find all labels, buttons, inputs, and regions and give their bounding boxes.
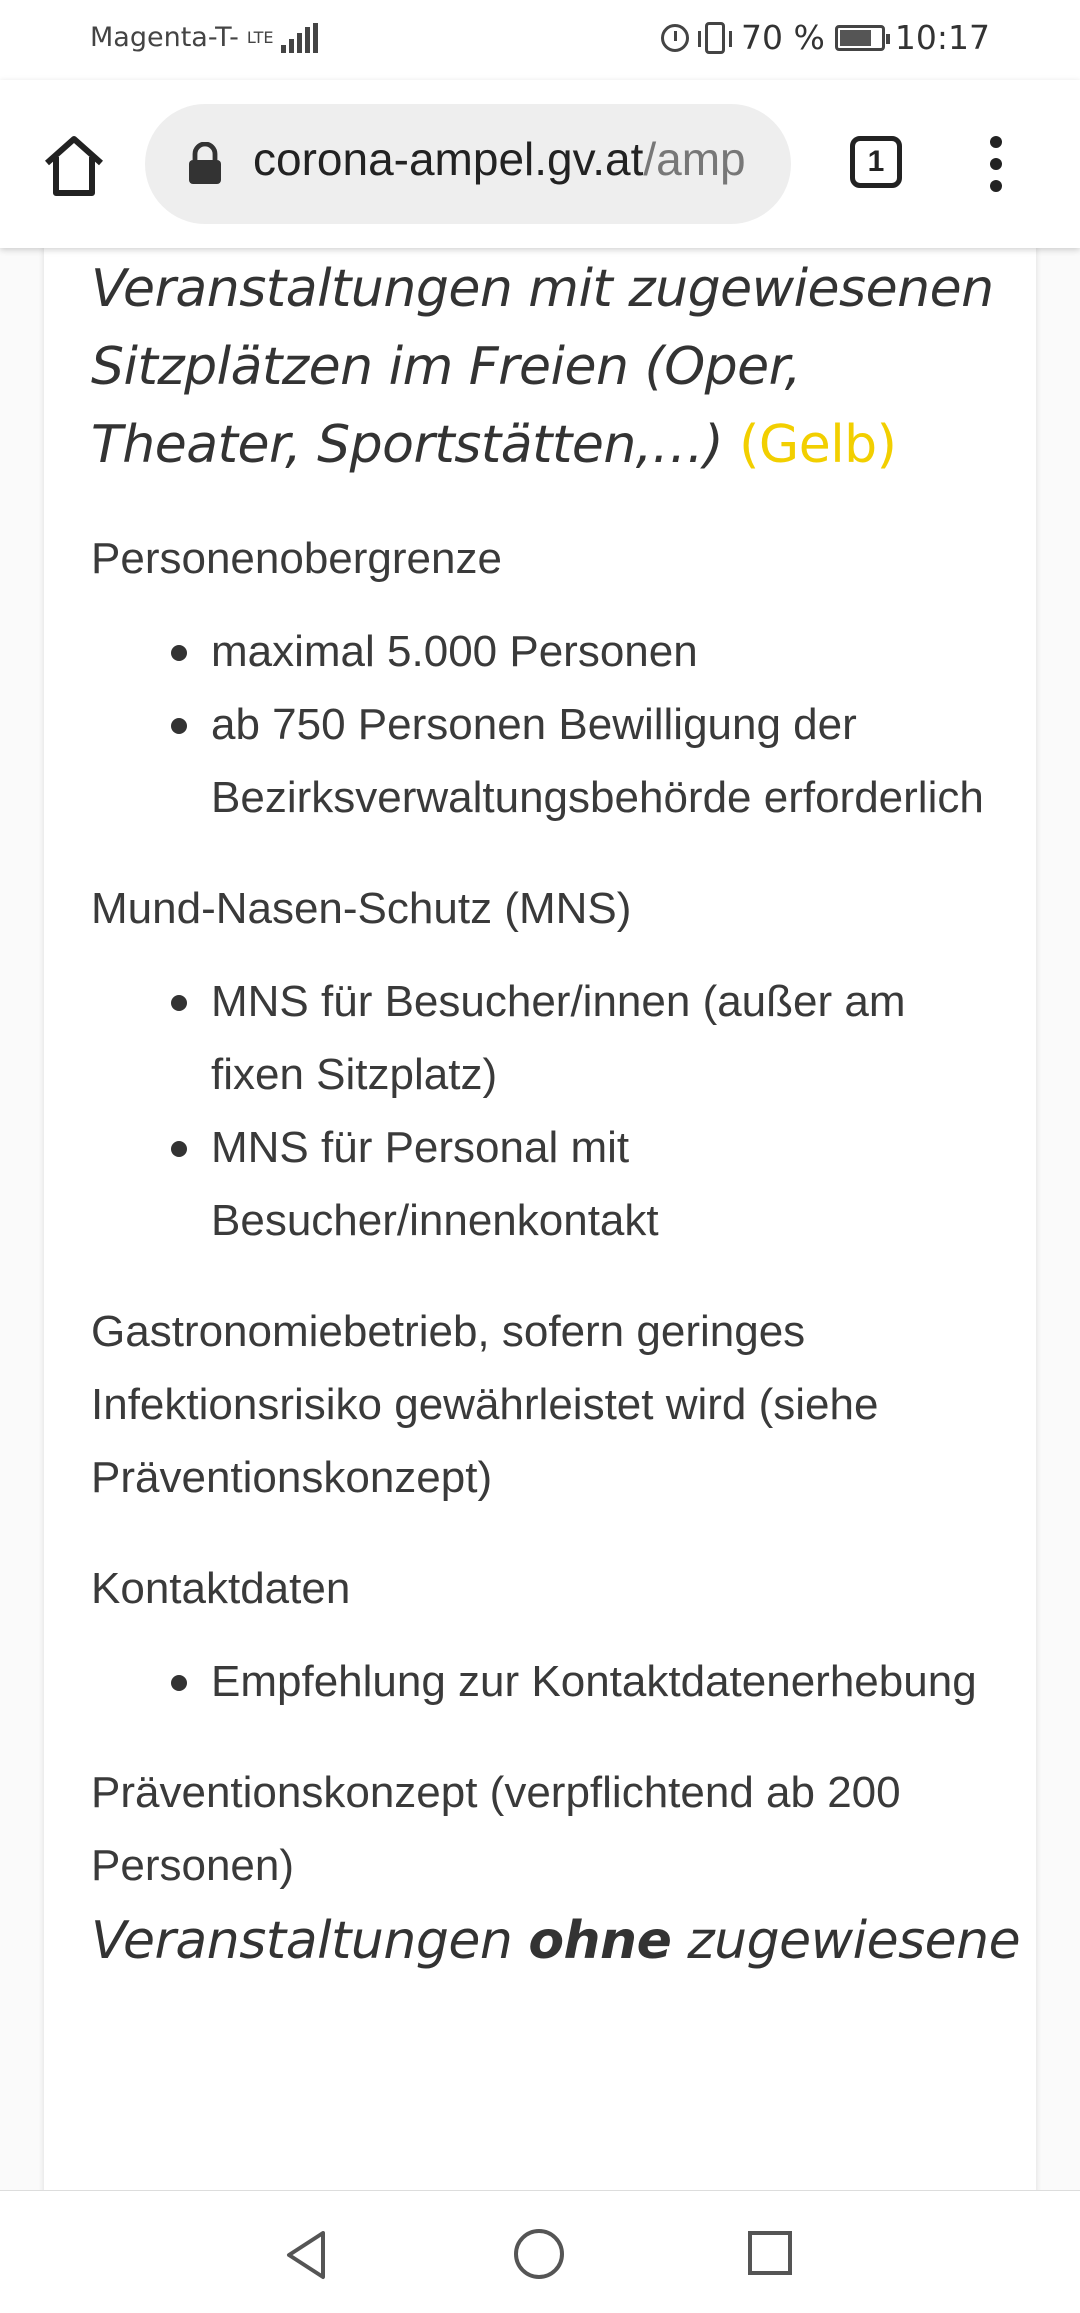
battery-fill [840, 30, 871, 46]
clock: 10:17 [894, 18, 990, 57]
battery-icon [835, 25, 885, 51]
bullet-list [91, 615, 994, 834]
home-icon[interactable] [38, 130, 110, 202]
tab-switcher-button[interactable]: 1 [850, 136, 902, 188]
list-item: maximal 5.000 Personen [211, 615, 994, 688]
bullet-list [91, 1645, 994, 1718]
home-circle-icon[interactable] [514, 2229, 564, 2279]
status-right [661, 18, 990, 57]
bullet-list [91, 965, 994, 1257]
list-item: MNS für Personal mit Besucher/innenkontakt [211, 1111, 994, 1257]
page-content [0, 248, 1080, 2190]
signal-icon [281, 23, 318, 53]
group-label: Mund-Nasen-Schutz (MNS) [91, 884, 632, 933]
group-label: Kontaktdaten [91, 1564, 351, 1613]
section-title [91, 250, 994, 484]
alarm-icon [661, 24, 689, 52]
section-title-text: Veranstaltungen mit zugewiesenen Sitzplätzen im Freien (Oper, Theater, Sportstätten,…) [91, 259, 994, 475]
network-type: LTE [246, 27, 274, 47]
list-item: Empfehlung zur Kontaktdatenerhebung [211, 1645, 994, 1718]
carrier-name: Magenta-T- [90, 22, 239, 53]
url-path: /amp [643, 133, 746, 185]
back-icon[interactable] [282, 2229, 332, 2281]
content-card [44, 248, 1036, 2190]
next-title-part: Veranstaltungen [91, 1911, 529, 1971]
group-label: Gastronomiebetrieb, sofern geringes Infektionsrisiko gewährleistet wird (siehe Präventionskonzept) [91, 1307, 879, 1502]
next-title-part: zugewiesene [671, 1911, 1021, 1971]
url-text [253, 132, 746, 186]
next-title-emphasis: ohne [528, 1911, 672, 1971]
battery-percent: 70 % [741, 18, 825, 57]
address-bar[interactable] [145, 104, 791, 224]
group-label: Präventionskonzept (verpflichtend ab 200 Personen) [91, 1768, 901, 1890]
next-section-title [91, 1902, 1021, 1980]
status-bar [0, 0, 1080, 80]
overflow-menu-icon[interactable] [982, 136, 1010, 196]
list-item: MNS für Besucher/innen (außer am fixen Sitzplatz) [211, 965, 994, 1111]
vibrate-icon [705, 22, 725, 54]
browser-toolbar [0, 80, 1080, 248]
list-item: ab 750 Personen Bewilligung der Bezirksverwaltungsbehörde erforderlich [211, 688, 994, 834]
recent-apps-icon[interactable] [748, 2231, 792, 2275]
lock-icon [187, 142, 223, 186]
url-host: corona-ampel.gv.at [253, 133, 644, 185]
status-left [90, 22, 318, 53]
status-badge: (Gelb) [739, 415, 897, 475]
group-label: Personenobergrenze [91, 534, 502, 583]
system-nav-bar [0, 2190, 1080, 2313]
